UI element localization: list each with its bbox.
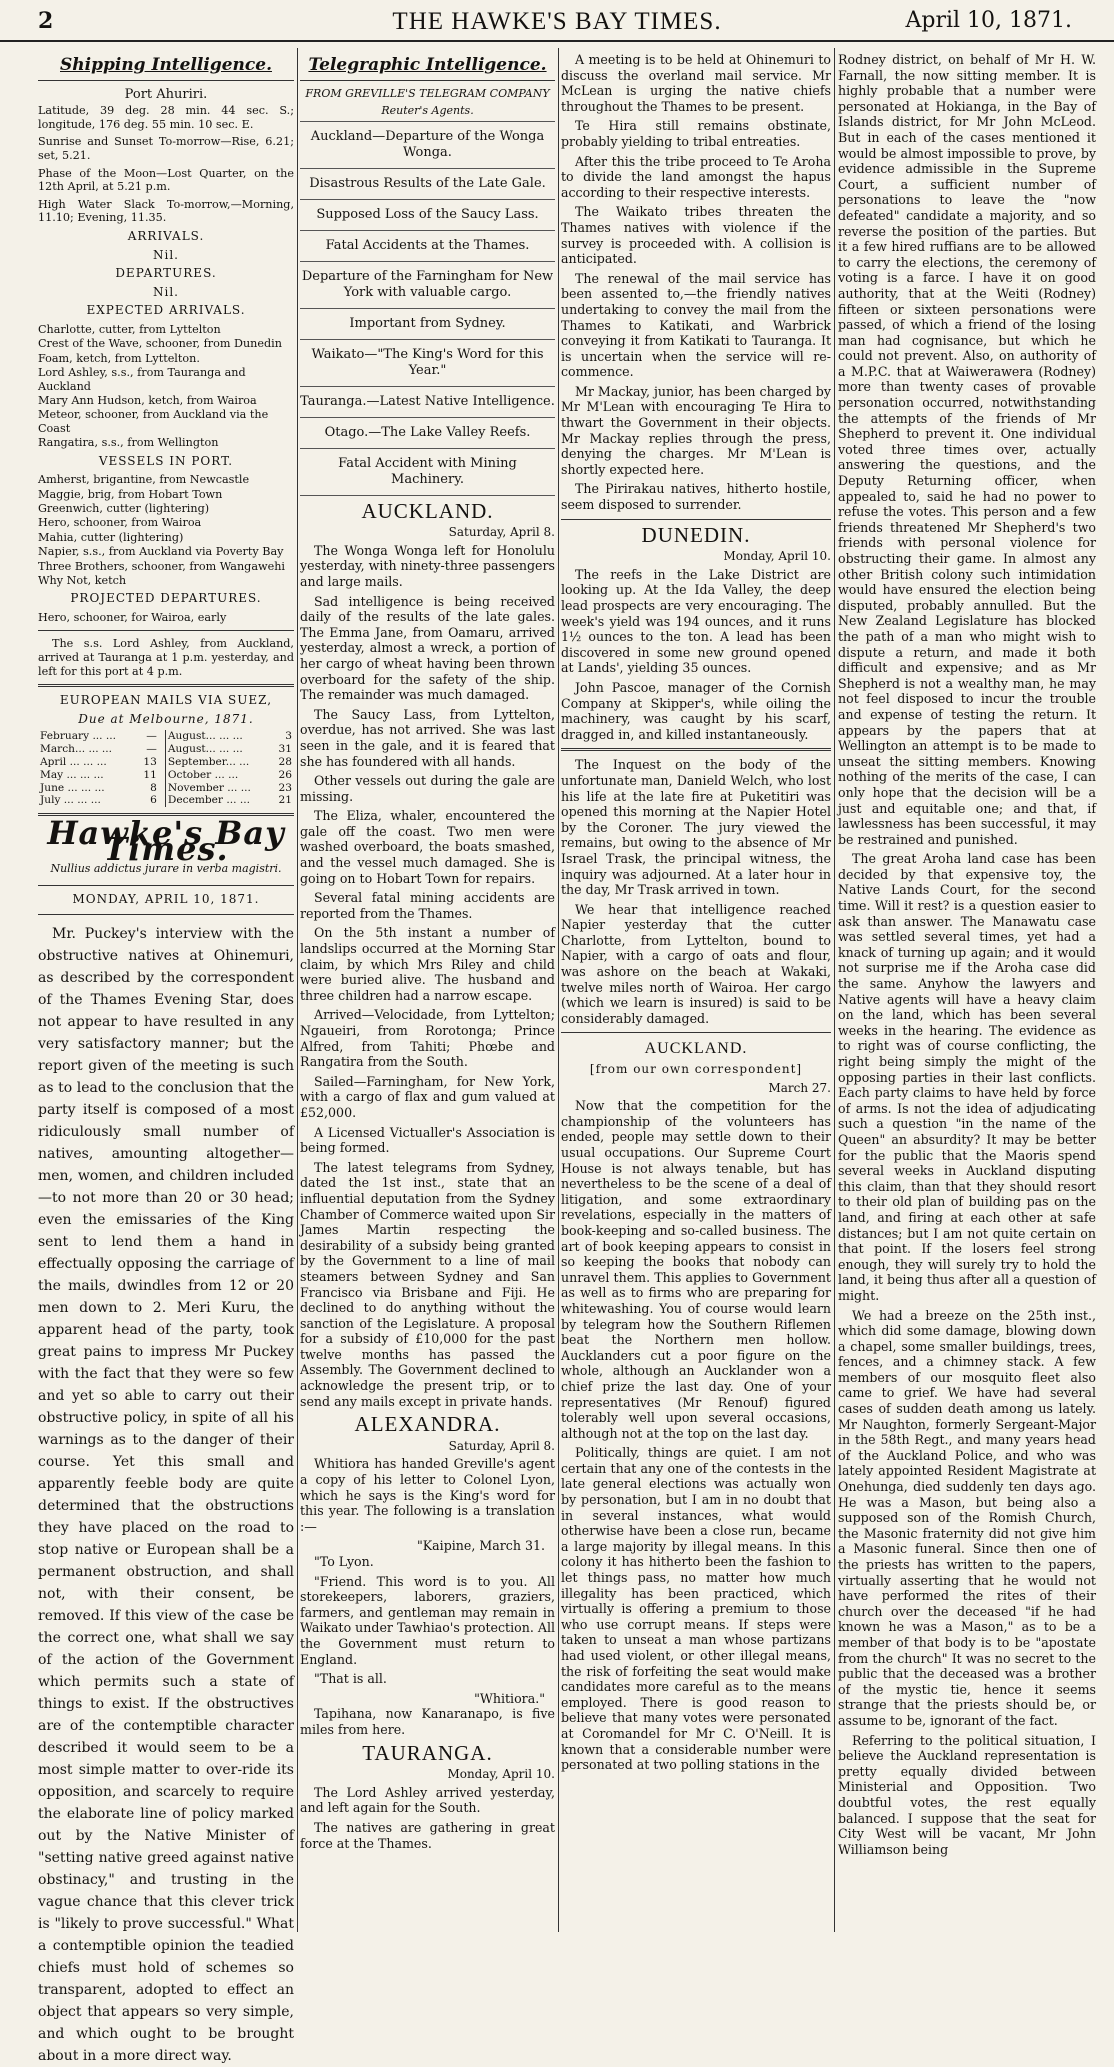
column-rule — [297, 48, 298, 1932]
headline-item: Disastrous Results of the Late Gale. — [300, 169, 555, 200]
mails-table — [38, 730, 294, 807]
section-date: Saturday, April 8. — [448, 1438, 555, 1453]
headline-item: Fatal Accidents at the Thames. — [300, 231, 555, 262]
headline-item: Otago.—The Lake Valley Reefs. — [300, 418, 555, 449]
list-item: Rangatira, s.s., from Wellington — [38, 436, 219, 450]
news-paragraph: The great Aroha land case has been decided by that expensive toy, the Native Lands Court, for the second time. Will it rest? is a question easier to ask than answer. The Manawatu case was settled several times, yet had a knack of turning up again; and it would not surprise me if the Aroha case did the same. Anyhow the lawyers and Native agents will have a heavy claim on the land, which has been several weeks in the hearing. The evidence as to right was of course conflicting, the right being simply the might of the opposing parties in their last conflicts. Each party claims to have held by force of arms. Is not the idea of adjudicating such a question "in the name of the Queen" an absurdity? It may be better for the public that the Maoris spend several weeks in Auckland disputing this claim, than that they should resort to their old plan of building pas on the land, and firing at each other at safe distances; but I am not quite certain on that point. If the losers feel strong enough, they will surely try to hold the land, it being thus after all a question of might. — [838, 851, 1096, 1303]
list-item: Charlotte, cutter, from Lyttelton — [38, 322, 221, 336]
headline-item: Auckland—Departure of the Wonga Wonga. — [300, 122, 555, 169]
section-heading-dunedin: DUNEDIN. — [641, 522, 751, 547]
divider — [38, 684, 294, 687]
table-row — [38, 730, 294, 743]
projected-heading: PROJECTED DEPARTURES. — [70, 591, 262, 606]
list-item: Meteor, schooner, from Auckland via the Coast — [38, 408, 269, 435]
news-paragraph: Several fatal mining accidents are reported from the Thames. — [300, 890, 555, 921]
table-row — [38, 756, 294, 769]
mails-table-body — [38, 730, 294, 807]
agency-subline: Reuter's Agents. — [381, 103, 474, 117]
divider — [561, 1032, 831, 1033]
date-cell: 11 — [136, 769, 165, 782]
section-heading-auckland-correspondent: AUCKLAND. — [644, 1040, 748, 1058]
list-item: Three Brothers, schooner, from Wangawehi — [38, 559, 285, 573]
headline-item: Tauranga.—Latest Native Intelligence. — [300, 387, 555, 418]
date-cell: 28 — [278, 755, 292, 768]
news-paragraph: Now that the competition for the championship of the volunteers has ended, people may settle down to their usual occupations. Our Supreme Court House is not always tenable, but has nevertheless to be the scene of a deal of litigation, and some extraordinary revelations, especially in the matters of book-keeping and so-called business. The art of book keeping appears to consist in so keeping the books that nobody can unravel them. This applies to Government as well as to firms who are preparing for whitewashing. You of course would learn by telegram how the Southern Riflemen beat the Northern men hollow. Aucklanders cut a poor figure on the whole, although an Aucklander won a chief prize the last day. One of your representatives (Mr Renouf) figured tolerably well upon several occasions, although not at the top on the last day. — [561, 1098, 831, 1441]
news-paragraph: The reefs in the Lake District are looking up. At the Ida Valley, the deep lead prospects are very encouraging. The week's yield was 194 ounces, and it runs 1½ ounces to the ton. A lead has been discovered in some new ground opened at Lands', yielding 35 ounces. — [561, 566, 831, 676]
news-paragraph: Sailed—Farningham, for New York, with a cargo of flax and gum valued at £52,000. — [300, 1073, 555, 1120]
headline-item: Waikato—"The King's Word for this Year." — [300, 340, 555, 387]
news-paragraph: The Lord Ashley arrived yesterday, and left again for the South. — [300, 1784, 555, 1816]
month-cell: March... ... ... — [40, 743, 113, 756]
list-item: Hero, schooner, for Wairoa, early — [38, 611, 227, 624]
news-paragraph: Whitiora has handed Greville's agent a copy of his letter to Colonel Lyon, which he says is the King's word for this year. The following is a translation :— — [300, 1456, 555, 1534]
news-paragraph: Te Hira still remains obstinate, probably yielding to tribal entreaties. — [561, 118, 831, 149]
month-cell: May ... ... ... — [40, 768, 104, 781]
motto: Nullius addictus jurare in verba magistri. — [50, 862, 282, 876]
section-date: Saturday, April 8. — [448, 525, 555, 540]
headline-list — [300, 121, 555, 496]
news-paragraph: A Licensed Victualler's Association is being formed. — [300, 1124, 555, 1156]
section-heading-tauranga: TAURANGA. — [362, 1740, 493, 1765]
issue-date: April 10, 1871. — [905, 8, 1072, 33]
month-cell: August... ... ... — [167, 743, 243, 756]
in-port-list — [38, 473, 294, 587]
news-paragraph: Rodney district, on behalf of Mr H. W. Farnall, the now sitting member. It is highly probable that a number were personated at Hokianga, in the Bay of Islands district, for Mr John McLeod. But in each of the cases mentioned it would be almost impossible to prove, by evidence admissible in the Supreme Court, a sufficient number of personations to leave the "now defeated" candidate a majority, and so reverse the position of the parties. But it a few hired ruffians are to be allowed to carry the elections, the ceremony of voting is a farce. I have it on good authority, that at the Weiti (Rodney) fifteen or sixteen personations were passed, of which a friend of the losing man had cognisance, but which he could not prevent. Also, on authority of a M.P.C. that at Waiwerawera (Rodney) more than twenty cases of provable personation occurred, notwithstanding the attempts of the friends of Mr Shepherd to prevent it. One individual voted three times over, actually answering the questions, and the Deputy Returning officer, when appealed to, said he had no power to refuse the votes. This person and a few friends threatened Mr Shepherd's two friends with personal violence for obstructing their game. In almost any other British colony such intimidation would have ensured the election being disputed, probably annulled. But the New Zealand Legislature has blocked the path of a man who might wish to dispute a return, and made it both difficult and expensive; and as Mr Shepherd is not a wealthy man, he may not feel disposed to incur the trouble and expense of testing the return. It appears by the papers that at Wellington an attempt is to be made to unseat the sitting members. Knowing nothing of the merits of the case, I can only hope that the decision will be a just and equitable one; and that, if lawlessness has been successful, it may be restrained and punished. — [838, 52, 1096, 847]
expected-heading: EXPECTED ARRIVALS. — [86, 303, 246, 318]
news-paragraph: Referring to the political situation, I believe the Auckland representation is pretty equally divided between Ministerial and Opposition. Two doubtful votes, the rest equally balanced. I suppose that the seat for City West will be vacant, Mr John Williamson being — [838, 1732, 1096, 1857]
headline-item: Fatal Accident with Mining Machinery. — [300, 449, 555, 496]
list-item: Lord Ashley, s.s., from Tauranga and Auckland — [38, 366, 246, 393]
news-paragraph: Other vessels out during the gale are missing. — [300, 773, 555, 804]
departures-heading: DEPARTURES. — [115, 266, 217, 281]
in-port-heading: VESSELS IN PORT. — [98, 453, 234, 468]
arrivals-heading: ARRIVALS. — [127, 228, 205, 243]
date-cell: — — [136, 730, 165, 743]
agency-line: FROM GREVILLE'S TELEGRAM COMPANY — [305, 86, 550, 100]
tide-line: High Water Slack To-morrow,—Morning, 11.10; Evening, 11.35. — [38, 197, 294, 225]
list-item: Why Not, ketch — [38, 574, 127, 587]
news-paragraph: On the 5th instant a number of landslips occurred at the Morning Star claim, by which Mrs Riley and child were buried alive. The husband and three children had a narrow escape. — [300, 925, 555, 1003]
date-cell: 23 — [278, 781, 292, 794]
inquest-paragraph: The Inquest on the body of the unfortunate man, Danield Welch, who lost his life at the late fire at Puketitiri was opened this morning at the Napier Hotel by the Coroner. The jury viewed the remains, but owing to the absence of Mr Israel Trask, the principal witness, the inquiry was adjourned. At a later hour in the day, Mr Trask arrived in town. — [561, 757, 831, 898]
date-cell: 3 — [285, 730, 292, 743]
latitude-line: Latitude, 39 deg. 28 min. 44 sec. S.; longitude, 176 deg. 55 min. 10 sec. E. — [38, 104, 294, 131]
column-2 — [300, 52, 555, 1932]
letter-place: "Kaipine, March 31. — [416, 1538, 545, 1554]
news-paragraph: A meeting is to be held at Ohinemuri to discuss the overland mail service. Mr McLean is urging the native chiefs throughout the Thames to be present. — [561, 52, 831, 114]
list-item: Foam, ketch, from Lyttelton. — [38, 351, 200, 365]
news-paragraph: The renewal of the mail service has been assented to,—the friendly natives undertaking to convey the mail from the Thames to Katikati, and Warbrick conveying it from Katikati to Tauranga. It is uncertain when the service will re-commence. — [561, 270, 831, 380]
news-paragraph: Politically, things are quiet. I am not certain that any one of the contests in the late general elections was actually won by personation, but I am in no doubt that in several instances, what would otherwise have been a close run, became a large majority by illegal means. In this colony it has hitherto been the fashion to let things pass, no matter how much illegality has been practiced, which virtually is offering a premium to those who use corrupt means. If steps were taken to unseat a man whose partizans had used violent, or other illegal means, the risk of forfeiting the seat would make candidates more careful as to the means employed. There is good reason to believe that many votes were personated at Coromandel for Mr C. O'Neill. It is known that a considerable number were personated at two polling stations in the — [561, 1445, 831, 1773]
table-row — [38, 794, 294, 807]
list-item: Maggie, brig, from Hobart Town — [38, 487, 223, 501]
news-paragraph: The Saucy Lass, from Lyttelton, overdue, has not arrived. She was last seen in the gale, and it is feared that she has foundered with all hands. — [300, 706, 555, 769]
newspaper-title: THE HAWKE'S BAY TIMES. — [392, 8, 722, 35]
paper-title: Hawke's Bay Times. — [47, 814, 285, 868]
letter-signature: "Whitiora." — [474, 1690, 545, 1706]
charlotte-paragraph: We hear that intelligence reached Napier yesterday that the cutter Charlotte, from Lyttelton, bound to Napier, with a cargo of oats and flour, was ashore on the beach at Wakaki, twelve miles north of Wairoa. Her cargo (which we learn is insured) is said to be considerably damaged. — [561, 901, 831, 1026]
table-row — [38, 769, 294, 782]
departures-value: Nil. — [153, 284, 179, 299]
correspondent-line: [from our own correspondent] — [589, 1062, 803, 1077]
list-item: Mahia, cutter (lightering) — [38, 530, 184, 544]
news-paragraph: Arrived—Velocidade, from Lyttelton; Ngaueiri, from Rorotonga; Prince Alfred, from Tahiti; Phœbe and Rangatira from the South. — [300, 1007, 555, 1070]
date-cell: 8 — [136, 782, 165, 795]
arrivals-value: Nil. — [153, 247, 179, 262]
date-cell: 6 — [136, 794, 165, 807]
telegraphic-heading: Telegraphic Intelligence. — [308, 55, 547, 75]
column-3 — [561, 52, 831, 1932]
list-item: Mary Ann Hudson, ketch, from Wairoa — [38, 393, 257, 407]
mails-subheading: Due at Melbourne, 1871. — [78, 711, 254, 726]
list-item: Napier, s.s., from Auckland via Poverty Bay — [38, 545, 284, 559]
news-paragraph: We had a breeze on the 25th inst., which did some damage, blowing down a chapel, some smaller buildings, trees, fences, and a chimney stack. A few members of our mosquito fleet also came to grief. We have had several cases of sudden death among us lately. Mr Naughton, formerly Sergeant-Major in the 58th Regt., and many years head of the Auckland Police, and who was lately appointed Resident Magistrate at Onehunga, died suddenly ten days ago. He was a Mason, but being also a supposed son of the Romish Church, the Masonic fraternity did not give him a Masonic funeral. Since then one of the priests has written to the papers, virtually asserting that he would not have performed the rites of their church over the deceased "if he had known he was a Mason," as to be a member of that body is to be "apostate from the church" It was no secret to the public that the deceased was a brother of the mystic tie, hence it seems strange that the priests should be, or assume to be, ignorant of the fact. — [838, 1307, 1096, 1728]
headline-item: Important from Sydney. — [300, 309, 555, 340]
list-item: Greenwich, cutter (lightering) — [38, 501, 210, 515]
date-cell: 31 — [278, 743, 292, 756]
date-cell: 26 — [278, 768, 292, 781]
leader-dateline: MONDAY, APRIL 10, 1871. — [38, 885, 294, 915]
month-cell: April ... ... ... — [40, 755, 107, 768]
month-cell: June ... ... ... — [40, 781, 105, 794]
news-paragraph: Mr Mackay, junior, has been charged by Mr M'Lean with encouraging Te Hira to thwart the Government in their objects. Mr Mackay replies through the press, denying the charges. Mr M'Lean is shortly expected here. — [561, 383, 831, 477]
news-paragraph: After this the tribe proceed to Te Aroha to divide the land amongst the hapus according to their respective interests. — [561, 153, 831, 200]
news-paragraph: John Pascoe, manager of the Cornish Company at Skipper's, while oiling the machinery, was caught by his scarf, dragged in, and killed instantaneously. — [561, 679, 831, 742]
month-cell: December ... ... — [167, 794, 250, 807]
divider — [38, 630, 294, 631]
list-item: Amherst, brigantine, from Newcastle — [38, 473, 250, 487]
column-4 — [838, 52, 1096, 1932]
headline-item: Supposed Loss of the Saucy Lass. — [300, 200, 555, 231]
divider — [38, 80, 294, 81]
news-paragraph: Sad intelligence is being received daily of the results of the late gales. The Emma Jane, from Oamaru, arrived yesterday, almost a wreck, a portion of her cargo of wheat having been thrown overboard for the safety of the ship. The remainder was much damaged. — [300, 593, 555, 703]
month-cell: October ... ... — [167, 768, 239, 781]
news-paragraph: The Wonga Wonga left for Honolulu yesterday, with ninety-three passengers and large mails. — [300, 542, 555, 589]
expected-list — [38, 323, 294, 450]
month-cell: September... ... — [167, 755, 250, 768]
section-heading-alexandra: ALEXANDRA. — [354, 1412, 501, 1437]
letter-body: "Friend. This word is to you. All storekeepers, laborers, graziers, farmers, and gentleman may remain in Waikato under Tawhiao's protection. All the Government must return to England. — [300, 1573, 555, 1667]
news-paragraph: The latest telegrams from Sydney, dated the 1st inst., state that an influential deputation from the Sydney Chamber of Commerce waited upon Sir James Martin respecting the desirability of a subsidy being granted by the Government to a line of mail steamers between Sydney and San Francisco via Brisbane and Fiji. He declined to do anything without the sanction of the Legislature. A proposal for a subsidy of £10,000 for the past twelve months has passed the Assembly. The Government declined to acknowledge the present trip, or to send any mails except in private hands. — [300, 1159, 555, 1409]
port-name: Port Ahuriri. — [124, 86, 208, 102]
moon-line: Phase of the Moon—Lost Quarter, on the 12th April, at 5.21 p.m. — [38, 166, 294, 194]
sun-line: Sunrise and Sunset To-morrow—Rise, 6.21; set, 5.21. — [38, 135, 294, 162]
column-rule — [834, 48, 835, 1932]
letter-salutation: "To Lyon. — [314, 1554, 374, 1569]
section-heading-auckland: AUCKLAND. — [361, 498, 494, 523]
mails-heading: EUROPEAN MAILS VIA SUEZ, — [59, 693, 273, 708]
list-item: Crest of the Wave, schooner, from Dunedin — [38, 337, 282, 351]
date-cell: 21 — [278, 794, 292, 807]
section-date: March 27. — [768, 1080, 831, 1095]
news-paragraph: The Waikato tribes threaten the Thames natives with violence if the survey is proceeded with. A collision is anticipated. — [561, 204, 831, 267]
column-rule — [558, 48, 559, 1932]
shipping-heading: Shipping Intelligence. — [60, 55, 272, 75]
date-cell: 13 — [136, 756, 165, 769]
letter-close: "That is all. — [314, 1671, 387, 1687]
month-cell: August... ... ... — [167, 730, 243, 743]
masthead — [0, 0, 1114, 42]
leader-article: Mr. Puckey's interview with the obstructive natives at Ohinemuri, as described by the correspondent of the Thames Evening Star, does not appear to have resulted in any very satisfactory manner; but the report given of the meeting is such as to lead to the conclusion that the party itself is composed of a most ridiculously small number of natives, amounting altogether—men, women, and children included—to not more than 20 or 30 head; even the emissaries of the King sent to lend them a hand in effectually opposing the carriage of the mails, dwindles from 12 or 20 men down to 2. Meri Kuru, the apparent head of the party, took great pains to impress Mr Puckey with the fact that they were so few and yet so able to carry out their obstructive policy, in spite of all his warnings as to the danger of their course. Yet this small and apparently feeble body are quite determined that the obstructions they have placed on the road to stop native or European shall be a permanent obstruction, and shall not, with their consent, be removed. If this view of the case be the correct one, what shall we say of the action of the Government which permits such a state of things to exist. If the obstructives are of the contemptible character described it would seem to be a most simple matter to over-ride its opposition, and scarcely to require the elaborate line of policy marked out by the Native Minister of "setting native greed against native obstinacy," and trusting in the vague chance that this clever trick is "likely to prove successful." What a contemptible opinion the teadied chiefs must hold of schemes so transparent, adopted to effect an object that appears so very simple, and which ought to be brought about in a more direct way. — [38, 925, 294, 2064]
news-paragraph: The Eliza, whaler, encountered the gale off the coast. Two men were washed overboard, the boats smashed, and the vessel much damaged. She is going on to Hobart Town for repairs. — [300, 808, 555, 886]
shipping-note: The s.s. Lord Ashley, from Auckland, arrived at Tauranga at 1 p.m. yesterday, and left for this port at 4 p.m. — [38, 637, 294, 678]
month-cell: July ... ... ... — [40, 794, 101, 807]
news-paragraph: Tapihana, now Kanaranapo, is five miles from here. — [300, 1706, 555, 1737]
month-cell: February ... ... — [40, 730, 117, 743]
divider — [300, 80, 555, 81]
month-cell: November ... ... — [167, 781, 251, 794]
news-paragraph: The natives are gathering in great force at the Thames. — [300, 1819, 555, 1851]
table-row — [38, 782, 294, 795]
column-1 — [38, 52, 294, 2064]
table-row — [38, 743, 294, 756]
section-date: Monday, April 10. — [447, 1767, 555, 1782]
headline-item: Departure of the Farningham for New York with valuable cargo. — [300, 262, 555, 309]
page-number: 2 — [38, 8, 54, 34]
news-paragraph: The Pirirakau natives, hitherto hostile, seem disposed to surrender. — [561, 481, 831, 513]
list-item: Hero, schooner, from Wairoa — [38, 516, 202, 530]
section-date: Monday, April 10. — [723, 549, 831, 564]
divider — [561, 519, 831, 520]
divider — [561, 748, 831, 751]
date-cell: — — [136, 743, 165, 756]
